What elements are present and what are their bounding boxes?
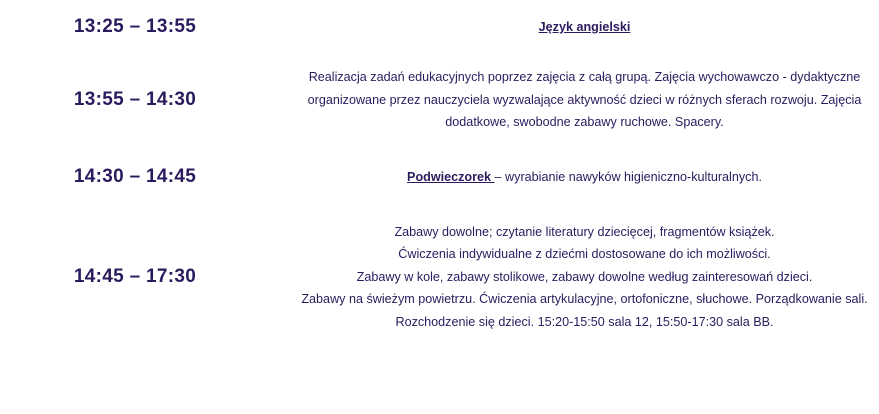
description-line: – wyrabianie nawyków higieniczno-kulturalnych. [494,169,762,184]
description-block [280,66,879,133]
description-block [280,16,879,38]
description-cell [270,54,879,146]
table-row [0,0,879,54]
activity-title: Podwieczorek [407,169,495,184]
time-cell [0,0,270,54]
description-line: Zabawy w kole, zabawy stolikowe, zabawy dowolne według zainteresowań dzieci. [356,269,813,284]
description-line: Ćwiczenia indywidualne z dziećmi dostosowane do ich możliwości. [398,247,771,262]
activity-title: Język angielski [538,19,631,34]
table-row [0,208,879,346]
description-cell [270,0,879,54]
description-line: Realizacja zadań edukacyjnych poprzez zajęcia z całą grupą. Zajęcia wychowawczo - dydaktyczne [308,70,861,85]
description-line: organizowane przez nauczyciela wyzwalające aktywność dzieci w różnych sferach rozwoju. Zajęcia [307,92,862,107]
description-line: dodatkowe, swobodne zabawy ruchowe. Spacery. [445,115,724,130]
time-cell [0,146,270,208]
time-range: 13:25 – 13:55 [73,16,197,37]
description-block [280,166,879,188]
time-range: 14:30 – 14:45 [73,166,197,187]
table-row [0,146,879,208]
description-line: Zabawy dowolne; czytanie literatury dziecięcej, fragmentów książek. [394,224,775,239]
description-cell [270,208,879,346]
description-block [280,221,879,333]
description-line: Zabawy na świeżym powietrzu. Ćwiczenia artykulacyjne, ortofoniczne, słuchowe. Porządkowanie sali. [301,292,868,307]
time-range: 13:55 – 14:30 [73,89,197,110]
description-line: Rozchodzenie się dzieci. 15:20-15:50 sala 12, 15:50-17:30 sala BB. [395,314,774,329]
time-cell [0,54,270,146]
description-cell [270,146,879,208]
table-row [0,54,879,146]
time-cell [0,208,270,346]
time-range: 14:45 – 17:30 [73,266,197,287]
